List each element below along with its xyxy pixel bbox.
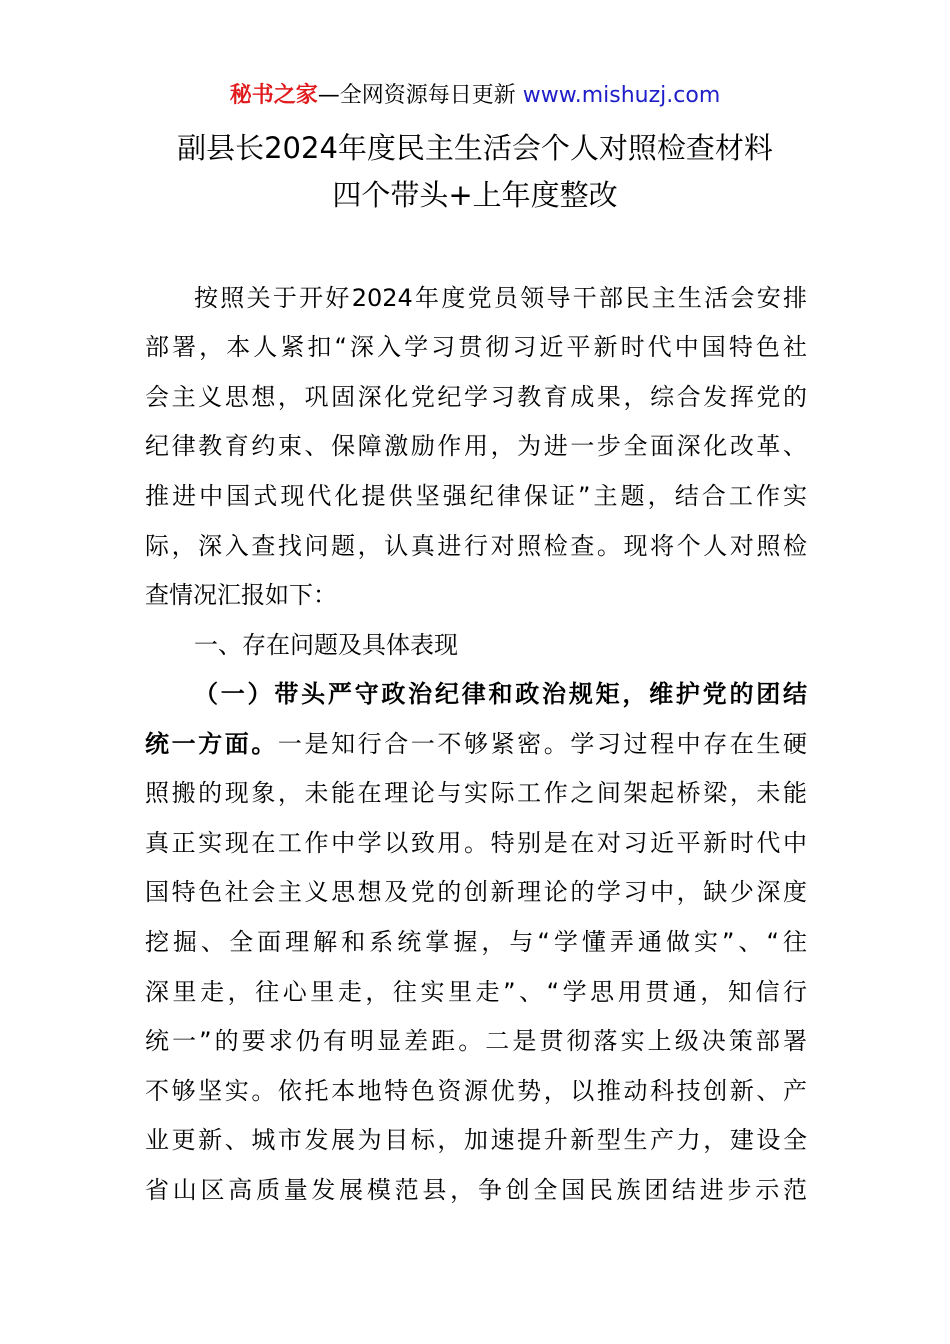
paragraph-text: 一是知行合一不够紧密。学习过程中存在生硬 xyxy=(277,730,808,758)
brand-name: 秘书之家 xyxy=(229,83,318,108)
watermark-header xyxy=(0,80,950,112)
subsection-heading-tail: 统一方面。 xyxy=(145,730,278,758)
paragraph-line: 真正实现在工作中学以致用。特别是在对习近平新时代中 xyxy=(145,829,807,857)
paragraph-line: 挖掘、全面理解和系统掌握，与“学懂弄通做实”、“往 xyxy=(145,928,807,956)
subsection-heading: （一）带头严守政治纪律和政治规矩，维护党的团结 xyxy=(194,680,807,708)
header-tagline: —全网资源每日更新 xyxy=(317,83,523,108)
paragraph-line: 照搬的现象，未能在理论与实际工作之间架起桥梁，未能 xyxy=(145,779,807,807)
paragraph-line: 不够坚实。依托本地特色资源优势，以推动科技创新、产 xyxy=(145,1077,807,1105)
paragraph-line: 会主义思想，巩固深化党纪学习教育成果，综合发挥党的 xyxy=(145,383,807,411)
document-subtitle: 四个带头+上年度整改 xyxy=(332,178,618,212)
document-title: 副县长2024年度民主生活会个人对照检查材料 xyxy=(177,131,773,165)
paragraph-line: 查情况汇报如下： xyxy=(145,581,337,609)
paragraph-line: 国特色社会主义思想及党的创新理论的学习中，缺少深度 xyxy=(145,878,807,906)
paragraph-line: 统一”的要求仍有明显差距。二是贯彻落实上级决策部署 xyxy=(145,1027,807,1055)
section-heading: 一、存在问题及具体表现 xyxy=(194,631,458,659)
paragraph-line: 际，深入查找问题，认真进行对照检查。现将个人对照检 xyxy=(145,532,807,560)
paragraph-line: 部署，本人紧扣“深入学习贯彻习近平新时代中国特色社 xyxy=(145,333,807,361)
paragraph-line xyxy=(145,727,807,761)
paragraph-line: 纪律教育约束、保障激励作用，为进一步全面深化改革、 xyxy=(145,432,807,460)
paragraph-line: 省山区高质量发展模范县，争创全国民族团结进步示范 xyxy=(145,1176,807,1204)
site-url-link[interactable]: www.mishuzj.com xyxy=(522,83,721,108)
paragraph-line: 深里走，往心里走，往实里走”、“学思用贯通，知信行 xyxy=(145,978,807,1006)
paragraph-line: 按照关于开好2024年度党员领导干部民主生活会安排 xyxy=(194,284,807,312)
paragraph-line: 业更新、城市发展为目标，加速提升新型生产力，建设全 xyxy=(145,1126,807,1154)
paragraph-line: 推进中国式现代化提供坚强纪律保证”主题，结合工作实 xyxy=(145,482,807,510)
